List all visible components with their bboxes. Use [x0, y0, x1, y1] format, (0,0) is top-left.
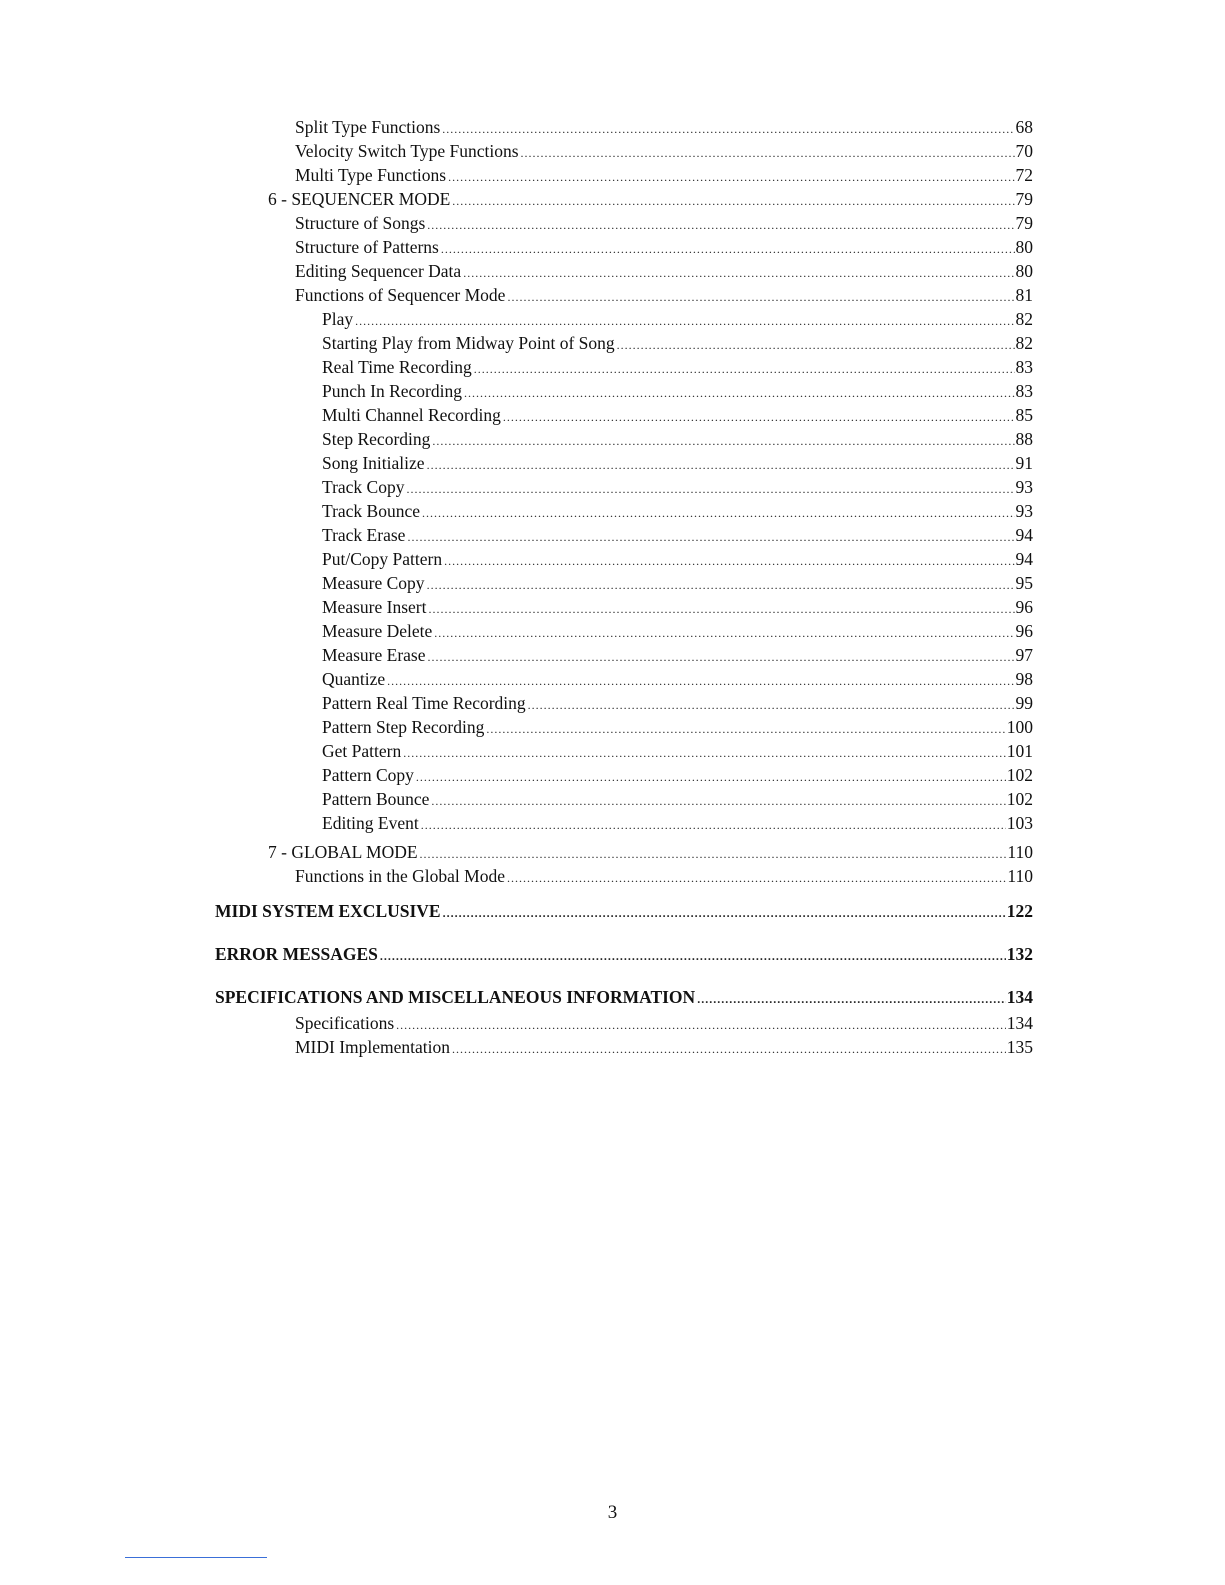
toc-entry-page: 102 [1006, 789, 1033, 809]
toc-entry[interactable] [295, 865, 1033, 889]
dot-leader [521, 142, 1015, 164]
toc-entry-label: Measure Insert [322, 597, 427, 617]
toc-entry-page: 91 [1015, 453, 1033, 473]
toc-entry-page: 68 [1015, 117, 1033, 137]
dot-leader [441, 238, 1015, 260]
toc-entry-page: 135 [1006, 1037, 1033, 1057]
toc-entry-label: Track Copy [322, 477, 405, 497]
dot-leader [355, 310, 1014, 332]
toc-entry-page: 102 [1006, 765, 1033, 785]
dot-leader [406, 478, 1014, 500]
toc-entry[interactable] [322, 692, 1033, 716]
toc-entry-page: 122 [1006, 901, 1033, 921]
dot-leader [432, 430, 1014, 452]
page-number: 3 [607, 1502, 618, 1523]
toc-entry-label: Multi Channel Recording [322, 405, 501, 425]
toc-entry-label: Get Pattern [322, 741, 402, 761]
dot-leader [503, 406, 1015, 428]
toc-section-entry[interactable] [215, 943, 1033, 967]
toc-entry-label: Pattern Step Recording [322, 717, 485, 737]
dot-leader [387, 670, 1014, 692]
toc-entry-label: Velocity Switch Type Functions [295, 141, 519, 161]
toc-entry-page: 101 [1006, 741, 1033, 761]
toc-entry[interactable] [322, 380, 1033, 404]
dot-leader [431, 790, 1005, 812]
toc-entry-page: 80 [1015, 261, 1033, 281]
dot-leader [421, 814, 1006, 836]
toc-entry-label: Multi Type Functions [295, 165, 447, 185]
footer-rule [125, 1557, 267, 1558]
dot-leader [434, 622, 1014, 644]
toc-entry-page: 81 [1015, 285, 1033, 305]
dot-leader [380, 945, 1006, 967]
toc-entry-label: Measure Erase [322, 645, 426, 665]
toc-entry[interactable] [295, 284, 1033, 308]
toc-entry-label: Song Initialize [322, 453, 425, 473]
dot-leader [617, 334, 1015, 356]
toc-entry[interactable] [322, 428, 1033, 452]
toc-entry[interactable] [322, 572, 1033, 596]
dot-leader [448, 166, 1014, 188]
dot-leader [427, 454, 1015, 476]
dot-leader [507, 286, 1014, 308]
toc-entry-label: Starting Play from Midway Point of Song [322, 333, 615, 353]
dot-leader [442, 118, 1014, 140]
dot-leader [697, 988, 1006, 1010]
dot-leader [443, 902, 1006, 924]
toc-entry-page: 132 [1006, 944, 1033, 964]
toc-entry[interactable] [322, 812, 1033, 836]
dot-leader [474, 358, 1015, 380]
toc-entry[interactable] [295, 1036, 1033, 1060]
dot-leader [463, 262, 1014, 284]
dot-leader [452, 190, 1014, 212]
dot-leader [416, 766, 1006, 788]
toc-entry-label: Split Type Functions [295, 117, 441, 137]
toc-entry-page: 95 [1015, 573, 1033, 593]
toc-entry[interactable] [322, 356, 1033, 380]
toc-entry-label: Functions in the Global Mode [295, 866, 505, 886]
toc-entry-page: 100 [1006, 717, 1033, 737]
toc-entry-page: 70 [1015, 141, 1033, 161]
toc-entry-page: 94 [1015, 525, 1033, 545]
toc-entry-label: Specifications [295, 1013, 395, 1033]
toc-entry[interactable] [322, 548, 1033, 572]
toc-entry[interactable] [268, 841, 1033, 865]
dot-leader [396, 1014, 1006, 1036]
toc-entry[interactable] [322, 476, 1033, 500]
toc-entry-page: 97 [1015, 645, 1033, 665]
dot-leader [427, 574, 1015, 596]
toc-entry-label: 7 - GLOBAL MODE [268, 842, 418, 862]
toc-entry-page: 82 [1015, 333, 1033, 353]
dot-leader [420, 843, 1007, 865]
toc-entry-label: Editing Sequencer Data [295, 261, 462, 281]
toc-entry[interactable] [322, 308, 1033, 332]
toc-entry[interactable] [295, 140, 1033, 164]
toc-entry-label: Play [322, 309, 354, 329]
toc-entry[interactable] [322, 716, 1033, 740]
dot-leader [422, 502, 1014, 524]
toc-entry-page: 110 [1007, 866, 1033, 886]
dot-leader [486, 718, 1005, 740]
toc-entry[interactable] [322, 788, 1033, 812]
toc-entry[interactable] [295, 116, 1033, 140]
dot-leader [528, 694, 1015, 716]
toc-entry[interactable] [322, 740, 1033, 764]
toc-entry[interactable] [295, 164, 1033, 188]
toc-entry-page: 94 [1015, 549, 1033, 569]
toc-entry-label: Real Time Recording [322, 357, 472, 377]
dot-leader [427, 214, 1014, 236]
toc-entry-label: 6 - SEQUENCER MODE [268, 189, 451, 209]
toc-entry-label: Editing Event [322, 813, 419, 833]
toc-entry-label: Pattern Copy [322, 765, 414, 785]
toc-entry-page: 98 [1015, 669, 1033, 689]
toc-section-entry[interactable] [215, 900, 1033, 924]
toc-entry[interactable] [322, 764, 1033, 788]
toc-entry-label: Track Bounce [322, 501, 421, 521]
toc-entry-label: Track Erase [322, 525, 406, 545]
toc-entry[interactable] [322, 332, 1033, 356]
toc-entry-label: SPECIFICATIONS AND MISCELLANEOUS INFORMATION [215, 987, 696, 1007]
dot-leader [452, 1038, 1006, 1060]
toc-entry-page: 80 [1015, 237, 1033, 257]
dot-leader [428, 598, 1014, 620]
toc-entry-label: Functions of Sequencer Mode [295, 285, 506, 305]
toc-entry[interactable] [295, 212, 1033, 236]
toc-entry-label: Quantize [322, 669, 386, 689]
toc-entry-page: 85 [1015, 405, 1033, 425]
toc-entry-label: Structure of Patterns [295, 237, 439, 257]
toc-entry[interactable] [295, 236, 1033, 260]
toc-entry[interactable] [322, 500, 1033, 524]
toc-entry[interactable] [268, 188, 1033, 212]
toc-entry-label: Structure of Songs [295, 213, 426, 233]
toc-entry-page: 134 [1006, 987, 1033, 1007]
toc-entry-label: Pattern Real Time Recording [322, 693, 526, 713]
dot-leader [403, 742, 1006, 764]
toc-entry-page: 96 [1015, 597, 1033, 617]
toc-entry-label: Step Recording [322, 429, 431, 449]
toc-entry-page: 99 [1015, 693, 1033, 713]
toc-entry-label: Punch In Recording [322, 381, 462, 401]
toc-entry-page: 88 [1015, 429, 1033, 449]
toc-entry[interactable] [322, 524, 1033, 548]
dot-leader [444, 550, 1014, 572]
toc-entry-page: 93 [1015, 501, 1033, 521]
toc-entry-label: MIDI SYSTEM EXCLUSIVE [215, 901, 441, 921]
toc-entry-label: Measure Copy [322, 573, 425, 593]
toc-entry-page: 79 [1015, 213, 1033, 233]
toc-entry-page: 93 [1015, 477, 1033, 497]
toc-entry[interactable] [322, 668, 1033, 692]
toc-entry[interactable] [322, 644, 1033, 668]
toc-entry-label: Measure Delete [322, 621, 433, 641]
toc-entry-page: 83 [1015, 381, 1033, 401]
toc-entry[interactable] [295, 260, 1033, 284]
toc-entry[interactable] [322, 596, 1033, 620]
dot-leader [407, 526, 1014, 548]
toc-entry-page: 96 [1015, 621, 1033, 641]
toc-entry-label: Pattern Bounce [322, 789, 430, 809]
toc-entry-label: ERROR MESSAGES [215, 944, 378, 964]
toc-entry-page: 103 [1006, 813, 1033, 833]
toc-entry-page: 82 [1015, 309, 1033, 329]
toc-entry[interactable] [322, 620, 1033, 644]
toc-entry[interactable] [322, 404, 1033, 428]
toc-entry[interactable] [295, 1012, 1033, 1036]
dot-leader [507, 867, 1006, 889]
dot-leader [428, 646, 1015, 668]
toc-entry-label: MIDI Implementation [295, 1037, 451, 1057]
toc-entry-page: 72 [1015, 165, 1033, 185]
toc-entry[interactable] [322, 452, 1033, 476]
dot-leader [464, 382, 1015, 404]
toc-entry-label: Put/Copy Pattern [322, 549, 443, 569]
toc-entry-page: 110 [1007, 842, 1033, 862]
toc-entry-page: 79 [1015, 189, 1033, 209]
toc-section-entry[interactable] [215, 986, 1033, 1010]
toc-entry-page: 134 [1006, 1013, 1033, 1033]
toc-entry-page: 83 [1015, 357, 1033, 377]
